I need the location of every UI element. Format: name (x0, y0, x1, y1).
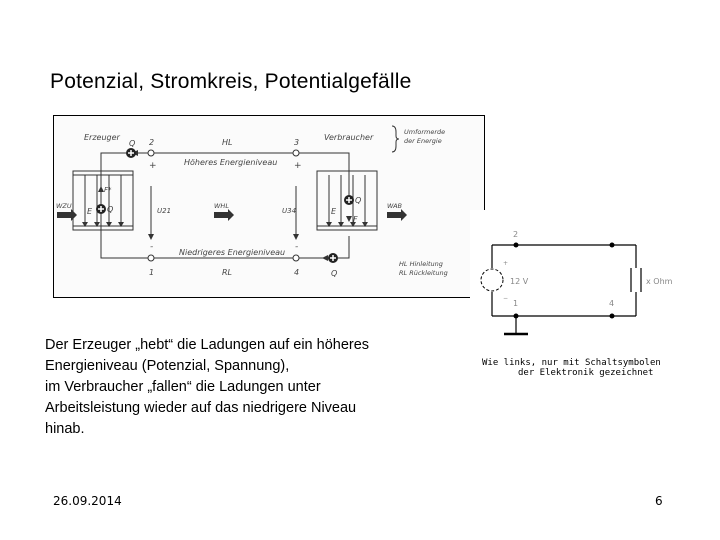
top-line-label: HL (222, 138, 233, 147)
charge-label: Q (129, 139, 136, 148)
body-line: hinab. (45, 421, 85, 437)
voltage-34-label: U34 (282, 207, 297, 215)
node-dot (514, 243, 519, 248)
body-line: Arbeitsleistung wieder auf das niedrigere Niveau (45, 400, 357, 416)
footer-date: 26.09.2014 (53, 494, 122, 508)
force-cons-label: F (353, 215, 358, 224)
diagram-drawing (54, 116, 486, 299)
body-line: Der Erzeuger „hebt“ die Ladungen auf ein höheres (45, 337, 370, 353)
page-number: 6 (655, 494, 663, 508)
svg-text:−: − (503, 295, 509, 302)
node-label-1: 1 (149, 268, 155, 277)
brace-label-1: Umformerde (404, 128, 446, 136)
energy-in-label: WZU (56, 202, 72, 210)
resistor-label: x Ohm (646, 277, 673, 286)
node-label-bottom-right: 4 (609, 299, 615, 308)
field-label: E (331, 207, 337, 216)
node-label-4: 4 (294, 268, 300, 277)
node-label-2: 2 (149, 138, 155, 147)
node-label-bottom-left: 1 (513, 299, 519, 308)
higher-level-label: Höheres Energieniveau (184, 158, 278, 167)
source-voltage-label: 12 V (510, 277, 529, 286)
body-line: im Verbraucher „fallen“ die Ladungen unter (45, 379, 321, 395)
legend-hl: HL Hinleitung (399, 260, 443, 268)
charge-label: Q (355, 196, 362, 205)
node-dot (514, 314, 519, 319)
body-line: Energieniveau (Potenzial, Spannung), (45, 358, 290, 374)
svg-text:+: + (503, 260, 509, 267)
lower-level-label: Niedrigeres Energieniveau (179, 248, 286, 257)
caption-line-2: der Elektronik gezeichnet (518, 368, 654, 378)
force-gen-label: F* (104, 186, 112, 194)
body-text (45, 335, 445, 440)
minus-sign: - (150, 242, 154, 252)
plus-sign: + (149, 161, 157, 171)
brace-label-2: der Energie (404, 137, 442, 145)
caption-line-1: Wie links, nur mit Schaltsymbolen (482, 358, 661, 368)
node-label-top-left: 2 (513, 230, 519, 239)
field-label: E (87, 207, 93, 216)
plus-sign: + (294, 161, 302, 171)
slide-title: Potenzial, Stromkreis, Potentialgefälle (50, 70, 412, 93)
legend-rl: RL Rückleitung (399, 269, 448, 277)
voltage-source-icon (481, 269, 503, 291)
energy-level-diagram (53, 115, 485, 298)
charge-label: Q (107, 205, 114, 214)
bottom-line-label: RL (222, 268, 233, 277)
energy-out-label: WAB (387, 202, 403, 210)
circuit-drawing (470, 210, 690, 345)
circuit-caption (482, 358, 661, 378)
energy-line-label: WHL (214, 202, 229, 210)
charge-label: Q (331, 269, 338, 278)
node-label-3: 3 (294, 138, 300, 147)
voltage-21-label: U21 (157, 207, 172, 215)
schematic-circuit (470, 210, 690, 345)
node-dot (610, 314, 615, 319)
minus-sign: - (295, 242, 299, 252)
node-dot (610, 243, 615, 248)
consumer-label: Verbraucher (324, 133, 374, 142)
generator-label: Erzeuger (84, 133, 120, 142)
